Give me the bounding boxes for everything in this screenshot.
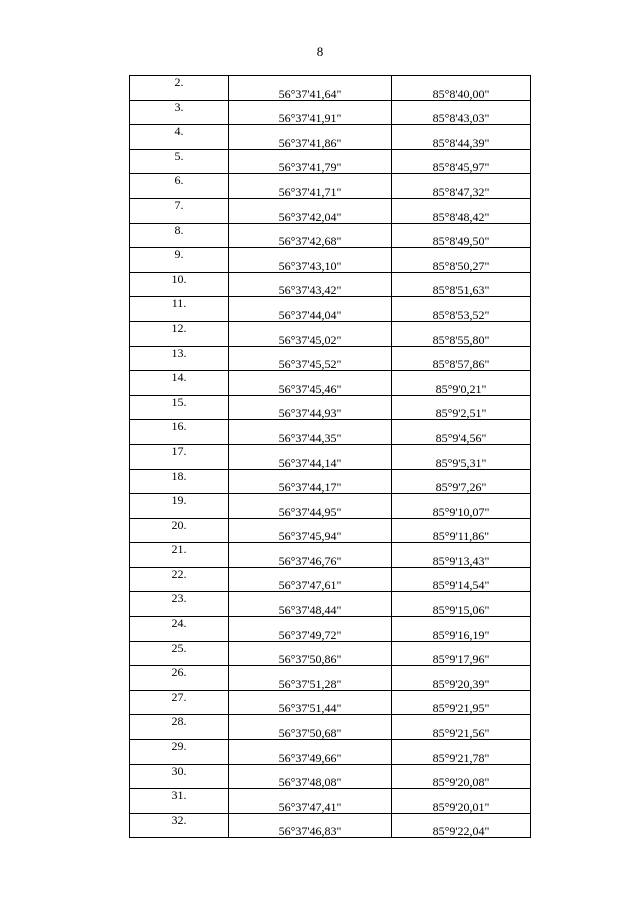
table-row xyxy=(130,198,531,223)
longitude-cell: 85°9'20,39" xyxy=(392,666,531,691)
latitude-cell: 56°37'42,68" xyxy=(229,223,392,248)
latitude-cell: 56°37'47,41" xyxy=(229,789,392,814)
point-number-cell: 8. xyxy=(130,223,229,248)
longitude-cell: 85°8'51,63" xyxy=(392,272,531,297)
table-row xyxy=(130,248,531,273)
latitude-cell: 56°37'41,86" xyxy=(229,125,392,150)
latitude-cell: 56°37'44,04" xyxy=(229,297,392,322)
table-row xyxy=(130,272,531,297)
table-row xyxy=(130,641,531,666)
latitude-cell: 56°37'41,91" xyxy=(229,100,392,125)
longitude-cell: 85°9'13,43" xyxy=(392,543,531,568)
point-number-cell: 20. xyxy=(130,518,229,543)
table-row xyxy=(130,690,531,715)
point-number-cell: 10. xyxy=(130,272,229,297)
table-row xyxy=(130,346,531,371)
longitude-cell: 85°9'20,08" xyxy=(392,764,531,789)
point-number-cell: 12. xyxy=(130,321,229,346)
table-row xyxy=(130,494,531,519)
longitude-cell: 85°9'15,06" xyxy=(392,592,531,617)
point-number-cell: 13. xyxy=(130,346,229,371)
table-row xyxy=(130,813,531,838)
latitude-cell: 56°37'43,42" xyxy=(229,272,392,297)
point-number-cell: 7. xyxy=(130,198,229,223)
point-number-cell: 9. xyxy=(130,248,229,273)
table-row xyxy=(130,617,531,642)
table-row xyxy=(130,764,531,789)
longitude-cell: 85°8'45,97" xyxy=(392,149,531,174)
longitude-cell: 85°9'7,26" xyxy=(392,469,531,494)
table-row xyxy=(130,444,531,469)
latitude-cell: 56°37'49,72" xyxy=(229,617,392,642)
longitude-cell: 85°9'16,19" xyxy=(392,617,531,642)
table-row xyxy=(130,518,531,543)
latitude-cell: 56°37'45,52" xyxy=(229,346,392,371)
latitude-cell: 56°37'41,79" xyxy=(229,149,392,174)
longitude-cell: 85°9'20,01" xyxy=(392,789,531,814)
longitude-cell: 85°9'4,56" xyxy=(392,420,531,445)
longitude-cell: 85°9'21,78" xyxy=(392,740,531,765)
point-number-cell: 18. xyxy=(130,469,229,494)
longitude-cell: 85°8'49,50" xyxy=(392,223,531,248)
latitude-cell: 56°37'41,71" xyxy=(229,174,392,199)
latitude-cell: 56°37'42,04" xyxy=(229,198,392,223)
latitude-cell: 56°37'50,68" xyxy=(229,715,392,740)
table-row xyxy=(130,76,531,101)
table-row xyxy=(130,740,531,765)
longitude-cell: 85°9'0,21" xyxy=(392,371,531,396)
point-number-cell: 3. xyxy=(130,100,229,125)
point-number-cell: 28. xyxy=(130,715,229,740)
point-number-cell: 26. xyxy=(130,666,229,691)
table-row xyxy=(130,567,531,592)
point-number-cell: 4. xyxy=(130,125,229,150)
latitude-cell: 56°37'43,10" xyxy=(229,248,392,273)
point-number-cell: 2. xyxy=(130,76,229,101)
longitude-cell: 85°9'2,51" xyxy=(392,395,531,420)
longitude-cell: 85°9'21,95" xyxy=(392,690,531,715)
point-number-cell: 25. xyxy=(130,641,229,666)
table-row xyxy=(130,666,531,691)
point-number-cell: 23. xyxy=(130,592,229,617)
point-number-cell: 16. xyxy=(130,420,229,445)
latitude-cell: 56°37'51,44" xyxy=(229,690,392,715)
longitude-cell: 85°9'17,96" xyxy=(392,641,531,666)
point-number-cell: 24. xyxy=(130,617,229,642)
point-number-cell: 31. xyxy=(130,789,229,814)
latitude-cell: 56°37'44,14" xyxy=(229,444,392,469)
latitude-cell: 56°37'48,44" xyxy=(229,592,392,617)
table-row xyxy=(130,174,531,199)
longitude-cell: 85°8'44,39" xyxy=(392,125,531,150)
longitude-cell: 85°8'55,80" xyxy=(392,321,531,346)
table-row xyxy=(130,715,531,740)
table-row xyxy=(130,321,531,346)
table-row xyxy=(130,592,531,617)
table-row xyxy=(130,543,531,568)
point-number-cell: 6. xyxy=(130,174,229,199)
latitude-cell: 56°37'51,28" xyxy=(229,666,392,691)
longitude-cell: 85°9'14,54" xyxy=(392,567,531,592)
table-row xyxy=(130,223,531,248)
table-row xyxy=(130,100,531,125)
longitude-cell: 85°9'11,86" xyxy=(392,518,531,543)
point-number-cell: 21. xyxy=(130,543,229,568)
table-row xyxy=(130,395,531,420)
latitude-cell: 56°37'45,46" xyxy=(229,371,392,396)
latitude-cell: 56°37'45,02" xyxy=(229,321,392,346)
latitude-cell: 56°37'49,66" xyxy=(229,740,392,765)
point-number-cell: 11. xyxy=(130,297,229,322)
latitude-cell: 56°37'46,76" xyxy=(229,543,392,568)
latitude-cell: 56°37'44,93" xyxy=(229,395,392,420)
table-row xyxy=(130,789,531,814)
point-number-cell: 30. xyxy=(130,764,229,789)
longitude-cell: 85°9'21,56" xyxy=(392,715,531,740)
longitude-cell: 85°8'53,52" xyxy=(392,297,531,322)
latitude-cell: 56°37'50,86" xyxy=(229,641,392,666)
longitude-cell: 85°9'10,07" xyxy=(392,494,531,519)
table-row xyxy=(130,469,531,494)
latitude-cell: 56°37'41,64" xyxy=(229,76,392,101)
longitude-cell: 85°8'57,86" xyxy=(392,346,531,371)
longitude-cell: 85°9'5,31" xyxy=(392,444,531,469)
latitude-cell: 56°37'45,94" xyxy=(229,518,392,543)
point-number-cell: 22. xyxy=(130,567,229,592)
longitude-cell: 85°8'48,42" xyxy=(392,198,531,223)
point-number-cell: 15. xyxy=(130,395,229,420)
point-number-cell: 14. xyxy=(130,371,229,396)
latitude-cell: 56°37'47,61" xyxy=(229,567,392,592)
table-row xyxy=(130,371,531,396)
point-number-cell: 17. xyxy=(130,444,229,469)
table-row xyxy=(130,125,531,150)
latitude-cell: 56°37'44,17" xyxy=(229,469,392,494)
latitude-cell: 56°37'46,83" xyxy=(229,813,392,838)
longitude-cell: 85°8'40,00" xyxy=(392,76,531,101)
point-number-cell: 32. xyxy=(130,813,229,838)
point-number-cell: 29. xyxy=(130,740,229,765)
table-row xyxy=(130,149,531,174)
longitude-cell: 85°8'43,03" xyxy=(392,100,531,125)
point-number-cell: 19. xyxy=(130,494,229,519)
latitude-cell: 56°37'48,08" xyxy=(229,764,392,789)
longitude-cell: 85°8'47,32" xyxy=(392,174,531,199)
longitude-cell: 85°8'50,27" xyxy=(392,248,531,273)
point-number-cell: 27. xyxy=(130,690,229,715)
table-row xyxy=(130,420,531,445)
point-number-cell: 5. xyxy=(130,149,229,174)
coordinates-table-body xyxy=(130,76,531,838)
latitude-cell: 56°37'44,35" xyxy=(229,420,392,445)
page-number: 8 xyxy=(316,44,324,59)
coordinates-table xyxy=(129,75,531,838)
longitude-cell: 85°9'22,04" xyxy=(392,813,531,838)
latitude-cell: 56°37'44,95" xyxy=(229,494,392,519)
table-row xyxy=(130,297,531,322)
